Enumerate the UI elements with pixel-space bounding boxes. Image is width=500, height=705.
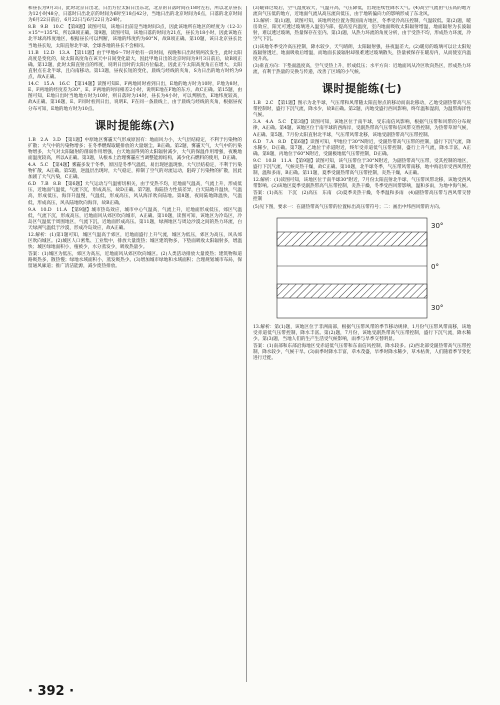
answer-paragraph: (1)该地冬季受冷高压控制，降水较少，天气晴朗，太阳辐射强，昼夜温差大。(2)暖房的玻璃可以让太阳短波辐射透过，地面吸收后增温，而地面长波辐射却很难透过玻璃散失，热量被保存在暖房内，从而使室内温度升高。 xyxy=(253,44,471,62)
answer-paragraph: (5)见下图，要求一：在副热带高气压带的位置标出高压带符号；二：画出中纬西风带的方向。 xyxy=(253,204,444,210)
left-column xyxy=(28,6,242,666)
answer-paragraph: 和昼长为9月3日，此时北京日出北，日出方位太阳日出东北，北京的日落时间在18时左右，所以北京昼长为12小时48分，日落时日出北京的时间为6时至18点42分，当地日出的北京时间为6点，日落的北京时间为6月22日前后，6月22日与6月22日为24时。 xyxy=(28,6,242,24)
page-number: · 392 · xyxy=(28,684,75,699)
hatched-belt-lower xyxy=(277,284,427,298)
latitude-label-middle: 0° xyxy=(431,262,439,271)
answer-paragraph: 8.B 9.B 10.C 【第8题】读图可知，该地日出前是当地时间3点，因此该地所在地区的经度为（12-3）×15°=135°E，所以B项正确。第9题，读图可知，该地日落的时间为21点，昼长为18小时，因此该地在北半球高纬度地区，根据昼长可以判断，该地的纬度约为60°N，故B项正确。第10题，该日北京昼长比当地昼长短，太阳直射北半球，全球各地的昼长不会相同。 xyxy=(28,25,242,49)
answer-paragraph: 11.B 12.D 13.A 【第11题】由于甲地6～7时开始有一段时间，夜晚和日出时刻两次发生，此时太阳高度是变化的，故太阳高度角在该天中日间变化最大，因此甲地日出的北京时间为9月3日前后，故B项正确。第12题，此时太阳直射点的纬度，说明日出时的太阳方位偏北，因此正午太阳高度角正在增大，太阳直射点在北半球，且向南移动。第13题，昼夜长短的变化，晨线与经线的夹角，S为日出的地方时约为9点，故A正确。 xyxy=(28,50,242,81)
answer-paragraph: 14.C 15.A 16.C 【第14题】读图可知E、F两地同时看到日出，E地的地方时为10时，F地为8时，E、F两地的经度差为30°，E、F两地的时间相差2小时，说明E地在F地的东方，故C正确。第15题，由图可知，E地日出时当地地方时为10时，则日落时为14时，昼长为4小时，可以判断出，E地纬度较高，故A正确。第16题，E、F同时看到日出，说明E、F在同一条晨线上，由于晨线与经线的夹角，根据昼夜分布可知，E地的地方时为10点。 xyxy=(28,82,242,112)
answer-paragraph: 12.解析：(1)读图可知，该地区位于南半球30°附近，7月份太阳直射北半球，气压带风带北移，该地受西风带影响。(2)该地区夏季受副热带高气压带控制，炎热干燥，冬季受西风带影响，温和多雨，为地中海气候。 xyxy=(253,178,471,190)
answer-paragraph: 6.D 7.A 8.D 【第6题】读图可知，甲地位于30°N附近，受副热带高气压带的控制，盛行下沉气流，降水稀少，D正确。第7题，乙地位于赤道附近，终年受赤道低气压带控制，盛行上升气流，降水丰富，A正确。第8题，丙地位于60°N附近，受副极地低气压带控制，D正确。 xyxy=(253,139,471,157)
hatched-belt-upper xyxy=(277,232,427,246)
answer-paragraph: 4.A 5.C 【第4题】雾霾多发于冬季，原因是冬季气温低，易出现逆温现象，大气层结稳定，不利于污染物扩散，A正确。第5题，逆温层出现时，大气稳定，抑制了空气的对流运动，阻碍了污染物的扩散，因此加剧了大气污染，C正确。 xyxy=(28,162,242,181)
section-title-six: 课时提能练(六) xyxy=(94,118,176,132)
latitude-label-top: 30° xyxy=(431,221,444,230)
answer-paragraph: 答案：(1)城区为低压，郊区为高压，近地面风从郊区吹向城区。(2)人类活动排放大量废热；建筑物和道路吸热多，散热慢；绿地水域面积小，蒸发吸热少。(3)增加城市绿地和水域面积；合理规划城市布局，保留通风廊道；推广清洁能源，减少废热排放。 xyxy=(28,252,242,270)
answer-paragraph: 答案：(1)高压 下沉 (2)高压 东南 (3)夏季炎热干燥，冬季温和多雨 (4)副热带高压带与西风带交替控制 xyxy=(253,191,471,203)
answer-paragraph: 1.B 2.C 【第1题】图示为北半球，气压带和风带随太阳直射点的移动而南北移动，乙地受副热带高气压带控制时，盛行下沉气流，降水少，故B正确。第2题，丙地受盛行西风影响，终年温和湿润，为温带海洋性气候。 xyxy=(253,101,471,119)
answer-paragraph: 13.解析：第(1)题，读图可知，该地所处位置为我国南方地区，冬季受冷高压控制，气温较低。第(2)题，暖房效应，阳光可透过玻璃进入温室内部，提高室内温度，室内地面吸收太阳辐射增温，地面辐射为长波辐射，难以透过玻璃，热量保存在室内。第(3)题，从热力环流的角度分析，由于受热不均，形成热力环流，冷空气下沉。 xyxy=(253,19,471,43)
answer-paragraph: 9.A 10.D 11.A 【第9题】城市热岛效应，城市中心气温高，气流上升，近地面形成低压，郊区气温低，气流下沉，形成高压，近地面风从郊区吹向城市，A正确。第10题，读图可知，该地区为冷岛区，冷岛区气温低于周围地区，气流下沉，近地面形成高压。第11题，绿洲地区与周边沙漠之间的热力环流，白天绿洲气温低于沙漠，形成冷岛效应，故A正确。 xyxy=(28,207,242,231)
column-divider xyxy=(246,6,247,682)
answer-paragraph: (3)垂直方向：下垫面温度高，空气受热上升，形成低压；水平方向：近地面风从冷区吹向热区，形成热力环流，有利于热量的交换与传递，改善了区域的小气候。 xyxy=(253,63,471,75)
answer-paragraph: 3.A 4.A 5.C 【第3题】读图可知，该地区位于南半球，受东南信风影响，根据气压带和风带的分布规律，A正确。第4题，该地区位于南半球的西海岸，受副热带高气压带和信风带交替控制，为热带草原气候，A正确。第5题，7月份太阳直射北半球，气压带风带北移，该地受副热带高气压带控制。 xyxy=(253,120,471,138)
answer-paragraph: 9.C 10.B 11.A 【第9题】读图可知，该气压带位于30°N附近，为副热带高气压带，受其控制的地区，盛行下沉气流，气候炎热干燥，故C正确。第10题，北半球冬季，气压带风带南移，地中海沿岸受西风带控制，温和多雨，B正确。第11题，夏季受副热带高气压带控制，炎热干燥，A正确。 xyxy=(253,158,471,177)
answer-paragraph: 12.解析：(1)第1题可知，城区气温高于郊区，近地面盛行上升气流，城区为低压，郊区为高压，风从郊区吹向城区。(2)城区人口密集、工业集中，排放大量废热；城区建筑物多，下垫面吸收太阳辐射多，增温快；城区绿地面积小，植被少，水分蒸发少，吸收热量少。 xyxy=(28,233,242,251)
right-column xyxy=(253,6,471,696)
answer-paragraph: 答案：(1)南部和东部沿海地区受赤道低气压带和东南信风控制，降水较多。(2)西北部受副热带高气压带控制，降水较少，气候干旱。(3)雨季时降水丰富，草木茂盛，旱季时降水稀少，草木枯黄，人们随着季节变化进行迁徙。 xyxy=(253,343,471,362)
pressure-belt-diagram xyxy=(267,214,457,322)
answer-paragraph: 1.B 2.A 3.D 【第1题】中原地区雾霾天气形成原因有：地面风力小，大气层结稳定，不利于污染物的扩散；大气中的污染物增多；在冬季燃煤取暖排放的大量烟尘。B正确。第2题，雾霾天气，大气中的污染物增多，大气对太阳辐射的削弱作用增强，白天地面得到的太阳辐射减少，大气的保温作用增强，夜晚地面温度较高，所以A正确。第3题，从根本上治理雾霾应当调整能源结构，减少化石燃料的使用，D正确。 xyxy=(28,137,242,161)
answer-paragraph: 6.D 7.B 8.B 【第6题】大气运动与气温密切相关，由于受热不均，近地面气温高，气流上升，形成低压，近地面气温低，气流下沉，形成高压，故D正确。第7题，海陆热力性质差异，白天陆地升温快，气温高，形成低压，海洋升温慢，气温低，形成高压，风从海洋吹向陆地。第8题，夜间陆地降温快，气温低，形成高压，风从陆地吹向海洋，故B正确。 xyxy=(28,182,242,206)
section-title-seven: 课时提能练(七) xyxy=(321,82,403,96)
answer-paragraph: (3)暖锋过境后，空气湿度较大，气温升高，气压降低，出现连续性降水天气。(4)高空气流由气压高的地方流向气压低的地方，近地面气流从高压流向低压，由于地转偏向力的影响形成了东北风。 xyxy=(253,6,471,18)
answer-paragraph: 13.解析：第(1)题，该地区位于非洲南部，根据气压带风带的季节移动规律，1月份气压带风带南移，该地受赤道低气压带控制，降水丰富。第(2)题，7月份，该地受副热带高气压带控制，盛行下沉气流，降水稀少。第(3)题，当地人们的生产生活受气候影响，雨季与旱季交替明显。 xyxy=(253,324,471,342)
latitude-label-bottom: 30° xyxy=(431,303,444,312)
